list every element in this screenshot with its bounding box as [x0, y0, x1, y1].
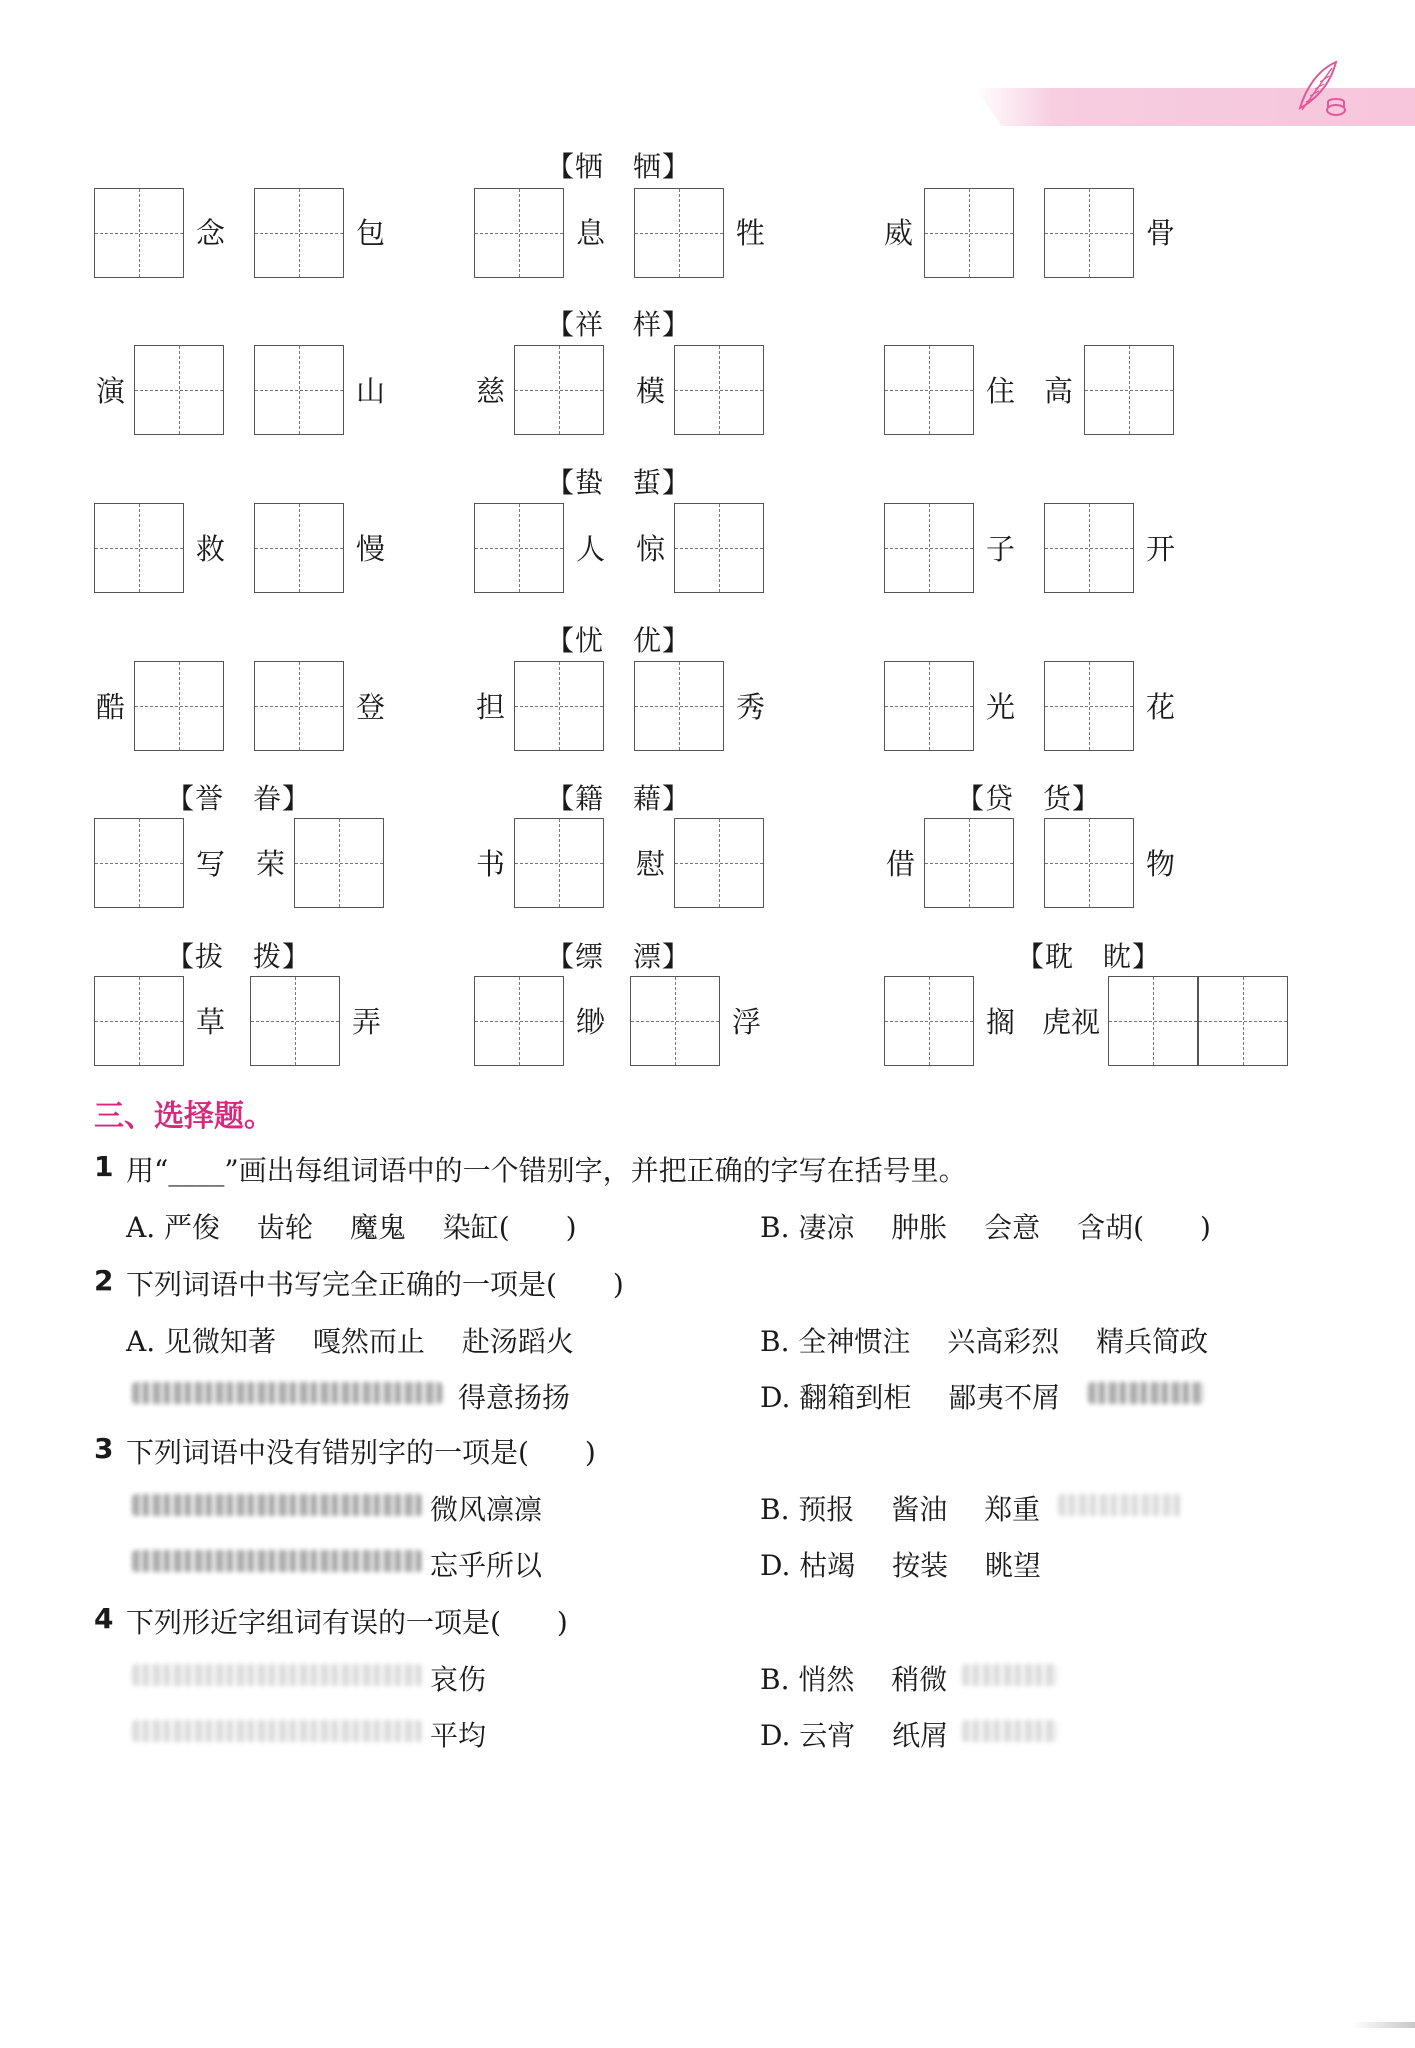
header-banner: [975, 88, 1415, 126]
writing-box[interactable]: [250, 976, 340, 1066]
feather-pen-icon: [1292, 58, 1348, 118]
writing-box[interactable]: [634, 661, 724, 751]
hint-char: 花: [1146, 690, 1176, 724]
question-text: 下列词语中没有错别字的一项是( ): [126, 1436, 596, 1469]
hint-char: 高: [1044, 374, 1074, 408]
redacted-text: [132, 1382, 442, 1404]
option-c[interactable]: 平均: [430, 1719, 487, 1752]
redacted-text: [132, 1494, 422, 1516]
writing-box[interactable]: [254, 661, 344, 751]
option-a[interactable]: A. 见微知著 嘎然而止 赴汤蹈火: [126, 1325, 574, 1358]
hint-char: 人: [576, 532, 606, 566]
hint-char: 浮: [732, 1005, 762, 1039]
option-a[interactable]: A. 严俊 齿轮 魔鬼 染缸( ): [126, 1211, 577, 1244]
redacted-text: [962, 1720, 1058, 1742]
option-b[interactable]: B. 预报 酱油 郑重: [760, 1493, 1041, 1526]
option-b[interactable]: B. 全神惯注 兴高彩烈 精兵简政: [760, 1325, 1209, 1358]
hint-char: 写: [196, 847, 226, 881]
word-pair-header: 【缥 漂】: [546, 940, 692, 973]
word-pair-header: 【拔 拨】: [166, 940, 312, 973]
writing-box[interactable]: [94, 818, 184, 908]
hint-char: 救: [196, 532, 226, 566]
writing-box[interactable]: [514, 345, 604, 435]
option-d[interactable]: D. 枯竭 按装 眺望: [760, 1549, 1042, 1582]
hint-char: 骨: [1146, 216, 1176, 250]
hint-char: 包: [356, 216, 386, 250]
hint-char: 物: [1146, 847, 1176, 881]
writing-box[interactable]: [634, 188, 724, 278]
writing-box[interactable]: [134, 661, 224, 751]
hint-char: 威: [884, 216, 914, 250]
option-c[interactable]: 得意扬扬: [458, 1381, 571, 1414]
writing-box[interactable]: [254, 188, 344, 278]
writing-box[interactable]: [134, 345, 224, 435]
hint-char: 山: [356, 374, 386, 408]
writing-box[interactable]: [1198, 976, 1288, 1066]
hint-char: 息: [576, 216, 606, 250]
redacted-text: [132, 1550, 422, 1572]
hint-char: 草: [196, 1005, 226, 1039]
hint-char: 住: [986, 374, 1016, 408]
writing-box[interactable]: [674, 503, 764, 593]
page-corner-mark: [1352, 2022, 1415, 2028]
writing-box[interactable]: [630, 976, 720, 1066]
hint-char: 担: [476, 690, 506, 724]
question-text: 下列形近字组词有误的一项是( ): [126, 1606, 568, 1639]
writing-box[interactable]: [514, 661, 604, 751]
writing-box[interactable]: [1108, 976, 1198, 1066]
writing-box[interactable]: [674, 818, 764, 908]
writing-box[interactable]: [924, 818, 1014, 908]
hint-char: 惊: [636, 532, 666, 566]
hint-char: 搁: [986, 1005, 1016, 1039]
writing-box[interactable]: [94, 976, 184, 1066]
option-c[interactable]: 忘乎所以: [430, 1549, 543, 1582]
hint-char: 虎视: [1042, 1005, 1101, 1039]
redacted-text: [962, 1664, 1058, 1686]
section-title: 三、选择题。: [94, 1099, 274, 1134]
hint-char: 慢: [356, 532, 386, 566]
word-pair-header: 【蛰 蜇】: [546, 466, 692, 499]
hint-char: 开: [1146, 532, 1176, 566]
writing-box[interactable]: [514, 818, 604, 908]
writing-box[interactable]: [94, 188, 184, 278]
writing-box[interactable]: [254, 503, 344, 593]
writing-box[interactable]: [1044, 818, 1134, 908]
hint-char: 书: [476, 847, 506, 881]
word-pair-header: 【忧 优】: [546, 624, 692, 657]
hint-char: 念: [196, 216, 226, 250]
hint-char: 登: [356, 690, 386, 724]
writing-box[interactable]: [474, 188, 564, 278]
hint-char: 牲: [736, 216, 766, 250]
hint-char: 弄: [352, 1005, 382, 1039]
word-pair-header: 【祥 样】: [546, 308, 692, 341]
writing-box[interactable]: [1044, 503, 1134, 593]
writing-box[interactable]: [884, 345, 974, 435]
redacted-text: [132, 1664, 422, 1686]
writing-box[interactable]: [94, 503, 184, 593]
redacted-text: [1058, 1494, 1182, 1516]
hint-char: 演: [96, 374, 126, 408]
writing-box[interactable]: [884, 503, 974, 593]
writing-box[interactable]: [254, 345, 344, 435]
hint-char: 模: [636, 374, 666, 408]
question-text: 下列词语中书写完全正确的一项是( ): [126, 1268, 624, 1301]
hint-char: 光: [986, 690, 1016, 724]
redacted-text: [1088, 1382, 1204, 1404]
hint-char: 荣: [256, 847, 286, 881]
writing-box[interactable]: [884, 976, 974, 1066]
writing-box[interactable]: [474, 503, 564, 593]
option-b[interactable]: B. 凄凉 肿胀 会意 含胡( ): [760, 1211, 1211, 1244]
writing-box[interactable]: [294, 818, 384, 908]
option-a[interactable]: 哀伤: [430, 1663, 487, 1696]
hint-char: 借: [886, 847, 916, 881]
hint-char: 秀: [736, 690, 766, 724]
question-number: 4: [94, 1602, 114, 1635]
hint-char: 子: [986, 532, 1016, 566]
option-d[interactable]: D. 翻箱到柜 鄙夷不屑: [760, 1381, 1061, 1414]
word-pair-header: 【贷 货】: [956, 782, 1102, 815]
writing-box[interactable]: [1084, 345, 1174, 435]
word-pair-header: 【籍 藉】: [546, 782, 692, 815]
option-a[interactable]: 微风凛凛: [430, 1493, 543, 1526]
writing-box[interactable]: [674, 345, 764, 435]
question-number: 1: [94, 1150, 114, 1183]
writing-box[interactable]: [474, 976, 564, 1066]
writing-box[interactable]: [884, 661, 974, 751]
option-b[interactable]: B. 悄然 稍微: [760, 1663, 948, 1696]
word-pair-header: 【耽 眈】: [1016, 940, 1162, 973]
option-d[interactable]: D. 云宵 纸屑: [760, 1719, 949, 1752]
writing-box[interactable]: [1044, 661, 1134, 751]
question-number: 2: [94, 1264, 114, 1297]
writing-box[interactable]: [924, 188, 1014, 278]
word-pair-header: 【牺 牺】: [546, 150, 692, 183]
redacted-text: [132, 1720, 422, 1742]
hint-char: 酷: [96, 690, 126, 724]
hint-char: 慈: [476, 374, 506, 408]
hint-char: 慰: [636, 847, 666, 881]
hint-char: 缈: [576, 1005, 606, 1039]
question-number: 3: [94, 1432, 114, 1465]
writing-box[interactable]: [1044, 188, 1134, 278]
question-text: 用“____”画出每组词语中的一个错别字，并把正确的字写在括号里。: [126, 1154, 967, 1187]
word-pair-header: 【誉 眷】: [166, 782, 312, 815]
